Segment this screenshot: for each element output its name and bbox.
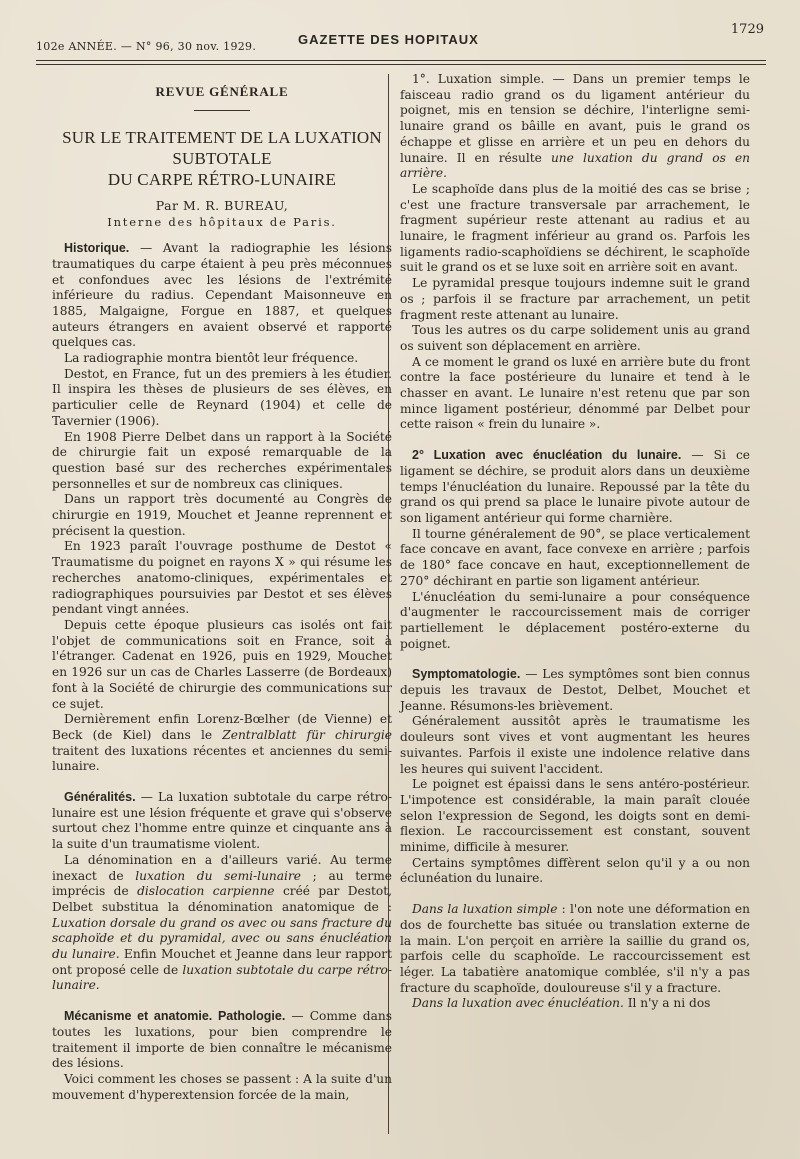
article-title-line2: DU CARPE RÉTRO-LUNAIRE [107, 169, 337, 189]
page-number: 1729 [730, 22, 764, 37]
paragraph-mecanisme: Mécanisme et anatomie. Pathologie. — Comme dans toutes les luxations, pour bien comprendre le traitement il importe de bien connaître le mécanisme des lésions. [52, 1009, 392, 1071]
paragraph: Voici comment les choses se passent : A la suite d'un mouvement d'hyperextension forcée de la main, [52, 1071, 392, 1102]
heading-mecanisme: Mécanisme et anatomie. Pathologie. [64, 1009, 286, 1024]
paragraph-luxation-enucleation: 2° Luxation avec énucléation du lunaire. — Si ce ligament se déchire, se produit alors dans un deuxième temps l'énucléation du lunaire. Repoussé par la tête du grand os qui prend sa place le lunaire pivote autour de son ligament antérieur qui forme charnière. [400, 448, 750, 525]
paragraph: A ce moment le grand os luxé en arrière bute du front contre la face postérieure du lunaire et tend à le chasser en avant. Le lunaire n'est retenu que par son mince ligament postérieur, dénommé par Delbet pour cette raison « frein du lunaire ». [400, 354, 750, 432]
heading-historique: Historique. [64, 241, 130, 256]
paragraph-historique: Historique. — Avant la radiographie les lésions traumatiques du carpe étaient à peu près méconnues et confondues avec les lésions de l'extrémité inférieure du radius. Cependant Maisonneuve en 1885, Malgaigne, Forgue en 1887, et quelques auteurs étrangers en avaient observé et rapporté quelques cas. [52, 241, 392, 350]
paragraph-generalites: Généralités. — La luxation subtotale du carpe rétro-lunaire est une lésion fréquente et grave qui s'observe surtout chez l'homme entre quinze et cinquante ans à la suite d'un traumatisme violent. [52, 790, 392, 852]
header-rule-thin [36, 64, 766, 65]
paragraph: L'énucléation du semi-lunaire a pour conséquence d'augmenter le raccourcissement mais de corriger partiellement le déplacement postéro-externe du poignet. [400, 589, 750, 651]
paragraph: Le pyramidal presque toujours indemne suit le grand os ; parfois il se fracture par arrachement, un petit fragment reste attenant au lunaire. [400, 276, 750, 322]
header-rule [36, 60, 766, 61]
issue-info: 102e ANNÉE. — N° 96, 30 nov. 1929. [36, 40, 257, 53]
paragraph: Tous les autres os du carpe solidement unis au grand os suivent son déplacement en arrière. [400, 323, 750, 353]
author-byline: Par M. R. BUREAU, [155, 197, 289, 213]
right-column [400, 72, 750, 1012]
paragraph: Depuis cette époque plusieurs cas isolés ont fait l'objet de communications soit en France, soit à l'étranger. Cadenat en 1926, puis en 1929, Mouchet en 1926 sur un cas de Charles Lasserre (de Bordeaux) font à la Société de chirurgie des communications sur ce sujet. [52, 617, 392, 711]
article-title-line1: SUR LE TRAITEMENT DE LA LUXATION SUBTOTALE [62, 127, 382, 168]
paragraph: Dans la luxation avec énucléation. Il n'y a ni dos [412, 996, 711, 1011]
paragraph-luxation-simple-symptoms: Dans la luxation simple : l'on note une déformation en dos de fourchette bas située ou translation externe de la main. L'on perçoit en arrière la saillie du grand os, parfois celle du scaphoïde. Le raccourcissement est léger. La tabatière anatomique comblée, s'il n'y a pas fracture du scaphoïde, douloureuse s'il y a fracture. [400, 902, 750, 995]
paragraph-symptomatologie: Symptomatologie. — Les symptômes sont bien connus depuis les travaux de Destot, Delbet, Mouchet et Jeanne. Résumons-les brièvement. [400, 667, 750, 713]
paragraph-luxation-simple: 1°. Luxation simple. — Dans un premier temps le faisceau radio grand os du ligament antérieur du poignet, mis en tension se déchire, l'interligne semi-lunaire grand os bâille en avant, puis le grand os échappe et glisse en arrière et un peu en dehors du lunaire. Il en résulte une luxation du grand os en arrière. [400, 72, 751, 181]
paragraph: Dans un rapport très documenté au Congrès de chirurgie en 1919, Mouchet et Jeanne reprennent et précisent la question. [52, 492, 392, 538]
paragraph: Certains symptômes diffèrent selon qu'il y a ou non éclunéation du lunaire. [400, 855, 750, 886]
heading-generalites: Généralités. [64, 790, 136, 805]
title-rule [194, 110, 250, 111]
paragraph: Le poignet est épaissi dans le sens antéro-postérieur. L'impotence est considérable, la main paraît clouée selon l'expression de Segond, les doigts sont en demi-flexion. Le raccourcissement est constant, souvent minime, difficile à mesurer. [400, 777, 750, 855]
section-label: REVUE GÉNÉRALE [155, 84, 289, 99]
author-affiliation: Interne des hôpitaux de Paris. [107, 215, 337, 230]
left-column [52, 72, 392, 1103]
paragraph: Dernièrement enfin Lorenz-Bœlher (de Vienne) et Beck (de Kiel) dans le Zentralblatt für chirurgie traitent des luxations récentes et anciennes du semi-lunaire. [52, 712, 392, 774]
paragraph: En 1923 paraît l'ouvrage posthume de Destot « Traumatisme du poignet en rayons X » qui résume les recherches anatomo-cliniques, expérimentales et radiographiques poursuivies par Destot et ses élèves pendant vingt années. [52, 539, 392, 617]
paragraph: La radiographie montra bientôt leur fréquence. [64, 351, 359, 366]
heading-luxation-enucleation: 2° Luxation avec énucléation du lunaire. [412, 448, 682, 463]
paragraph: Il tourne généralement de 90°, se place verticalement face concave en avant, face convexe en arrière ; parfois de 180° face concave en haut, exceptionnellement de 270° déchirant en partie son ligament antérieur. [400, 526, 750, 588]
paragraph: La dénomination en a d'ailleurs varié. Au terme inexact de luxation du semi-lunaire ; au terme imprécis de dislocation carpienne créé par Destot, Delbet substitua la dénomination anatomique de : Luxation dorsale du grand os avec ou sans fracture du scaphoïde et du pyramidal, avec ou sans énucléation du lunaire. Enfin Mouchet et Jeanne dans leur rapport ont proposé celle de luxation subtotale du carpe rétro-lunaire. [52, 852, 392, 993]
paragraph: En 1908 Pierre Delbet dans un rapport à la Société de chirurgie fait un exposé remarquable de la question basé sur des recherches expérimentales personnelles et sur de nombreux cas cliniques. [52, 429, 392, 491]
page-header [36, 18, 766, 62]
journal-title: GAZETTE DES HOPITAUX [298, 32, 479, 47]
paragraph: Destot, en France, fut un des premiers à les étudier. Il inspira les thèses de plusieurs de ses élèves, en particulier celle de Reynard (1904) et celle de Tavernier (1906). [52, 366, 392, 428]
paragraph: Généralement aussitôt après le traumatisme les douleurs sont vives et vont augmentant les heures suivantes. Parfois il existe une indolence relative dans les heures qui suivent l'accident. [400, 714, 750, 776]
heading-symptomatologie: Symptomatologie. [412, 667, 521, 682]
paragraph: Le scaphoïde dans plus de la moitié des cas se brise ; c'est une fracture transversale par arrachement, le fragment supérieur reste attenant au radius et au lunaire, le fragment inférieur au grand os. Parfois les ligaments radio-scaphoïdiens se déchirent, le scaphoïde suit le grand os et se luxe soit en arrière soit en avant. [400, 181, 750, 275]
